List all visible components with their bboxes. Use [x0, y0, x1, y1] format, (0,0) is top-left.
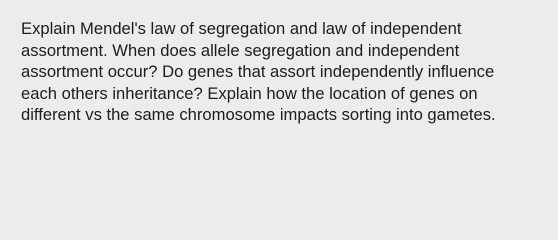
question-line: assortment occur? Do genes that assort independently influence [21, 62, 495, 82]
question-line: each others inheritance? Explain how the location of genes on [21, 83, 478, 103]
question-text [21, 18, 551, 126]
question-line: different vs the same chromosome impacts sorting into gametes. [21, 105, 496, 125]
question-line: Explain Mendel's law of segregation and law of independent [21, 19, 462, 38]
question-line: assortment. When does allele segregation and independent [21, 40, 460, 60]
